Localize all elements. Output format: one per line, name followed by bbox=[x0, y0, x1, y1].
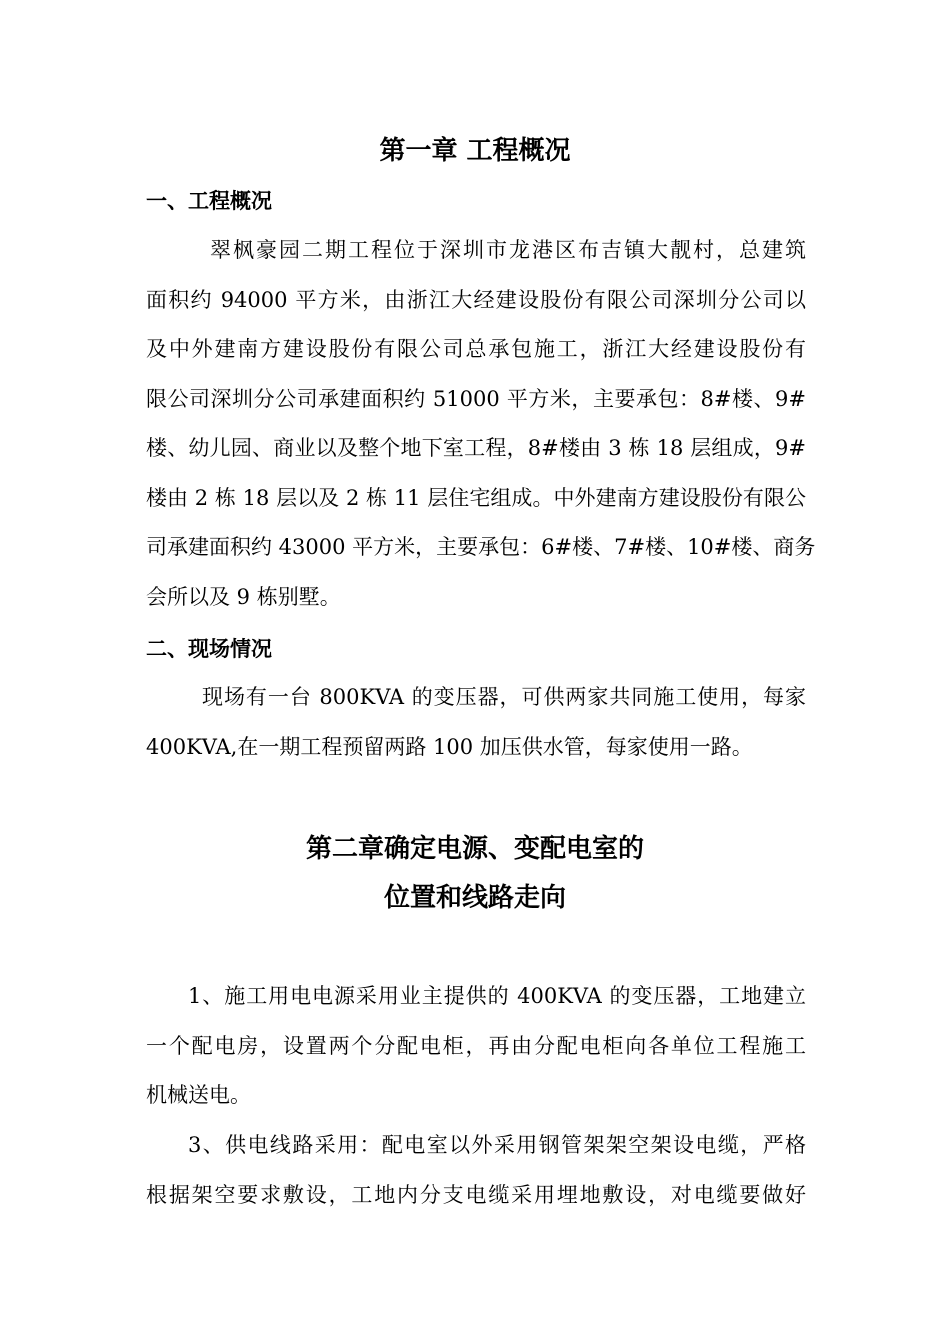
chapter2-title-line1: 第二章确定电源、变配电室的 bbox=[305, 834, 644, 864]
section1-heading: 一、工程概况 bbox=[146, 189, 272, 213]
text-line: 一个配电房，设置两个分配电柜，再由分配电柜向各单位工程施工 bbox=[146, 1033, 806, 1058]
text-line: 及中外建南方建设股份有限公司总承包施工，浙江大经建设股份有 bbox=[146, 337, 806, 361]
chapter2-paragraph-2 bbox=[146, 1121, 806, 1220]
chapter1-title: 第一章 工程概况 bbox=[379, 136, 571, 166]
chapter2-paragraph-1 bbox=[146, 972, 806, 1121]
section1-paragraph bbox=[146, 226, 816, 622]
text-line: 现场有一台 800KVA 的变压器，可供两家共同施工使用，每家 bbox=[202, 685, 806, 709]
section2-heading: 二、现场情况 bbox=[146, 636, 272, 661]
text-line: 机械送电。 bbox=[146, 1083, 251, 1107]
text-line: 1、施工用电电源采用业主提供的 400KVA 的变压器，工地建立 bbox=[188, 984, 806, 1008]
text-line: 400KVA,在一期工程预留两路 100 加压供水管，每家使用一路。 bbox=[146, 734, 753, 759]
text-line: 翠枫豪园二期工程位于深圳市龙港区布吉镇大靓村，总建筑 bbox=[210, 238, 806, 262]
text-line: 会所以及 9 栋别墅。 bbox=[146, 584, 341, 609]
text-line: 3、供电线路采用：配电室以外采用钢管架架空架设电缆，严格 bbox=[188, 1133, 806, 1157]
text-line: 司承建面积约 43000 平方米，主要承包：6#楼、7#楼、10#楼、商务 bbox=[146, 535, 816, 559]
text-line: 根据架空要求敷设，工地内分支电缆采用埋地敷设，对电缆要做好 bbox=[146, 1182, 806, 1207]
text-line: 楼由 2 栋 18 层以及 2 栋 11 层住宅组成。中外建南方建设股份有限公 bbox=[146, 485, 806, 510]
text-line: 面积约 94000 平方米，由浙江大经建设股份有限公司深圳分公司以 bbox=[146, 287, 806, 312]
text-line: 限公司深圳分公司承建面积约 51000 平方米，主要承包：8#楼、9# bbox=[146, 386, 806, 411]
chapter2-title-line2: 位置和线路走向 bbox=[383, 883, 566, 913]
text-line: 楼、幼儿园、商业以及整个地下室工程，8#楼由 3 栋 18 层组成，9# bbox=[146, 436, 806, 460]
section2-paragraph bbox=[146, 673, 806, 772]
